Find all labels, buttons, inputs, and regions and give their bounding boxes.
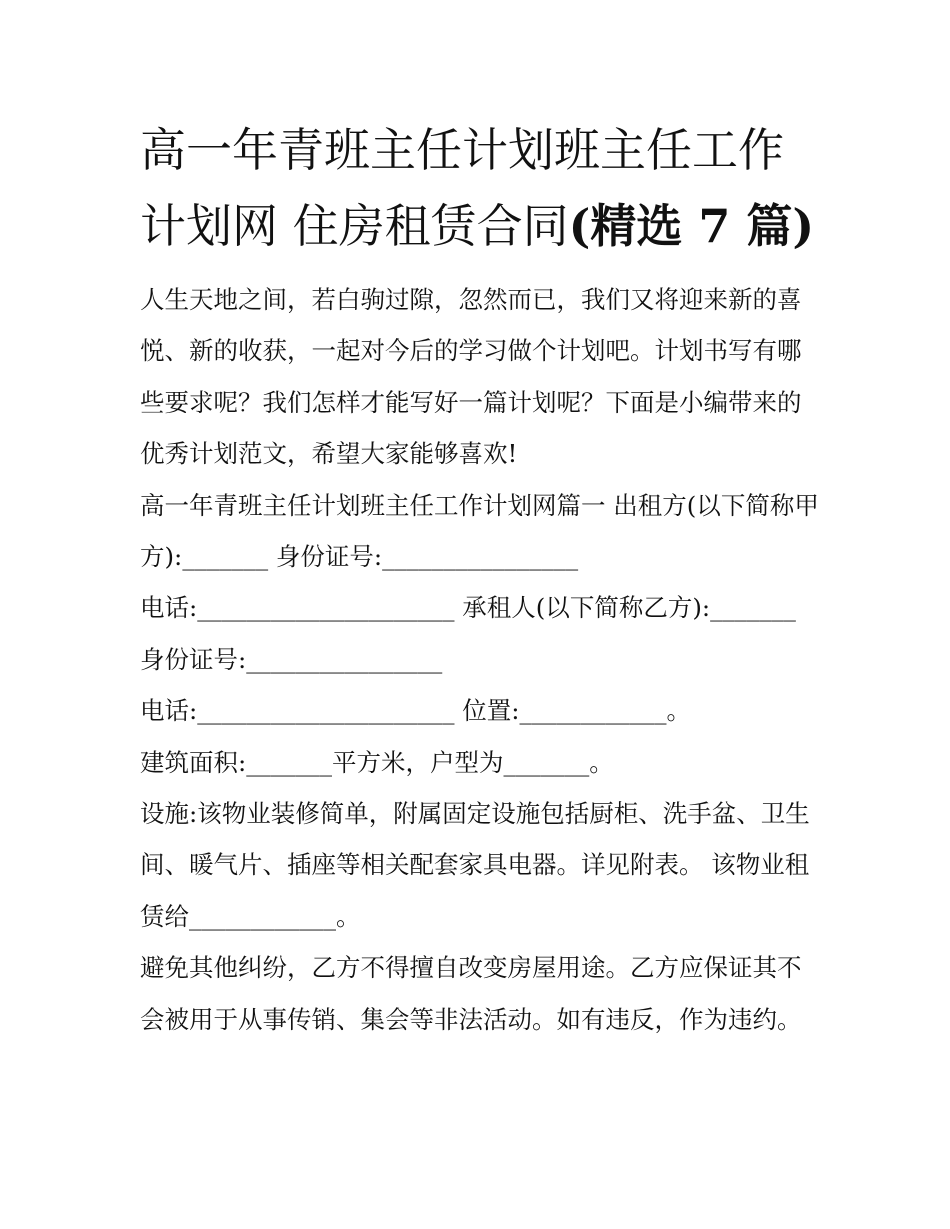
title-suffix: (精选 7 篇)	[568, 199, 815, 253]
location-line: 电话:_____________________ 位置:____________。	[140, 696, 692, 726]
lessor-line: 高一年青班主任计划班主任工作计划网篇一 出租方(以下简称甲方):_______ 身份证号:________________	[140, 490, 819, 572]
facilities-paragraph: 设施:该物业装修简单，附属固定设施包括厨柜、洗手盆、卫生间、暖气片、插座等相关配套家具电器。详见附表。 该物业租赁给____________。	[140, 799, 810, 931]
document-title	[140, 112, 820, 264]
document-page	[140, 112, 820, 1045]
lessee-line: 电话:_____________________ 承租人(以下简称乙方):_______ 身份证号:________________	[140, 593, 796, 674]
area-line: 建筑面积:_______平方米，户型为_______。	[140, 747, 614, 777]
document-body	[140, 274, 820, 1045]
intro-paragraph: 人生天地之间，若白驹过隙，忽然而已，我们又将迎来新的喜悦、新的收获，一起对今后的学习做个计划吧。计划书写有哪些要求呢？我们怎样才能写好一篇计划呢？下面是小编带来的优秀计划范文，希望大家能够喜欢!	[140, 285, 802, 469]
usage-paragraph: 避免其他纠纷，乙方不得擅自改变房屋用途。乙方应保证其不会被用于从事传销、集会等非法活动。如有违反，作为违约。	[140, 953, 802, 1034]
title-main: 高一年青班主任计划班主任工作计划网 住房租赁合同	[140, 123, 784, 253]
